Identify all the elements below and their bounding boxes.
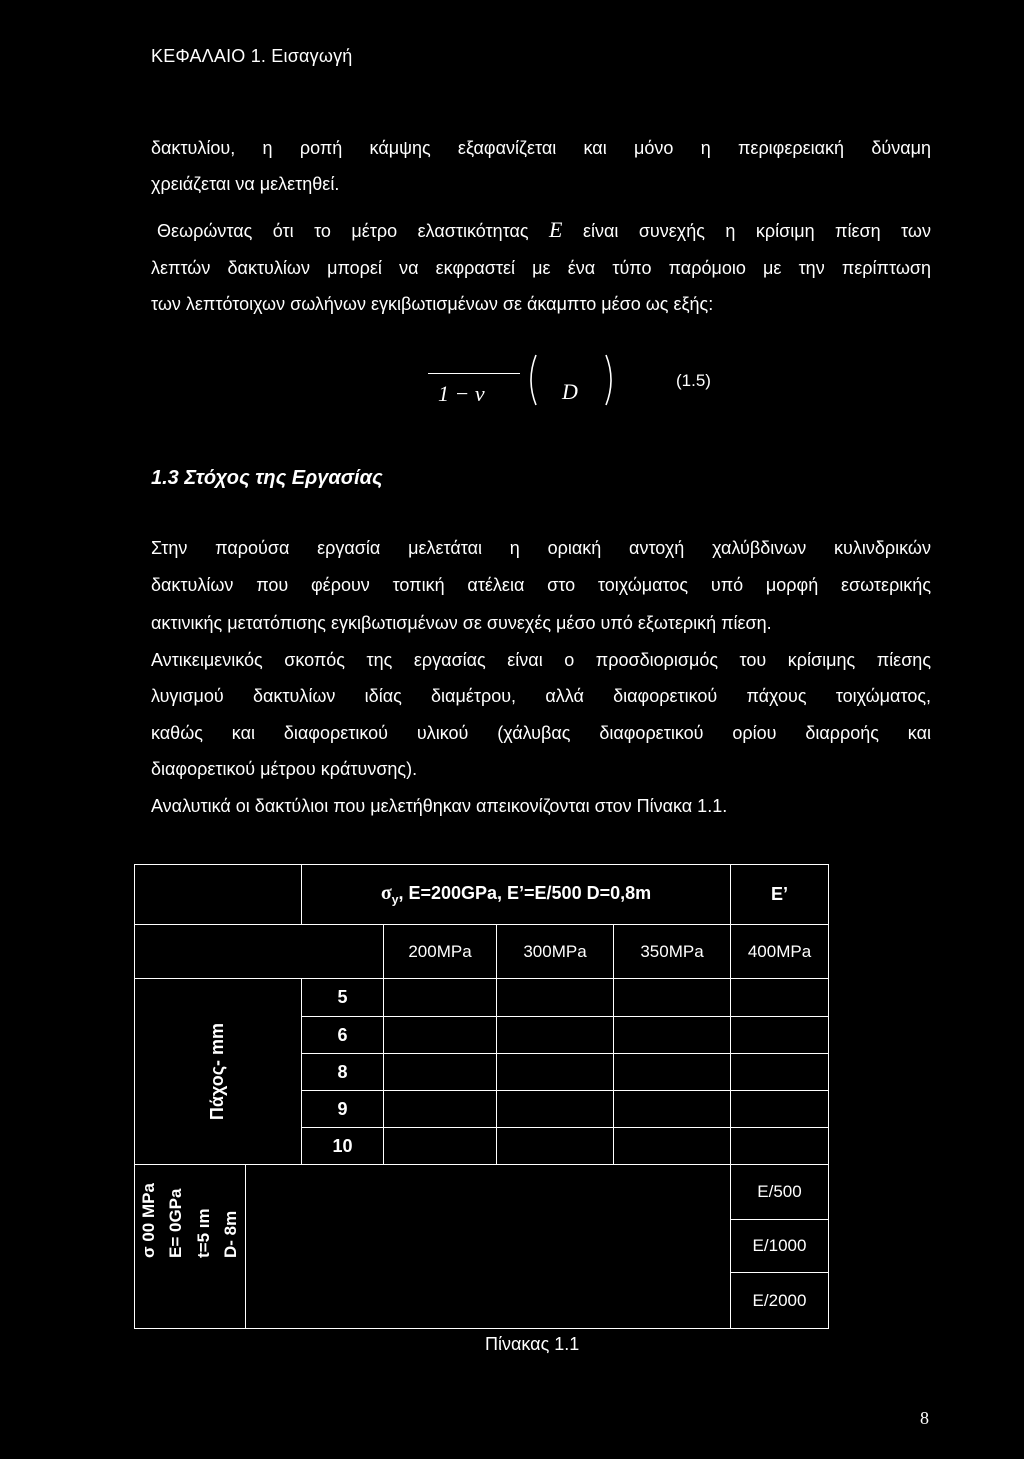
side-label-stack [135, 1182, 245, 1258]
sigma-symbol: σ [380, 882, 392, 905]
table-cell [497, 979, 614, 1017]
text-fragment: είναι συνεχής η κρίσιμη πίεση των [582, 221, 931, 241]
e-value: E/500 [731, 1165, 829, 1220]
thickness-value: 5 [302, 979, 384, 1017]
page-number: 8 [920, 1408, 929, 1428]
thickness-label-cell [135, 979, 302, 1165]
table-cell [135, 865, 302, 925]
table-cell [497, 1091, 614, 1128]
thickness-value: 10 [302, 1128, 384, 1165]
table-1-1 [134, 864, 829, 1329]
thickness-value: 6 [302, 1017, 384, 1054]
equation-denominator: 1 − ν [438, 381, 485, 406]
equation-number: (1.5) [676, 371, 711, 390]
paragraph-line: των λεπτότοιχων σωλήνων εγκιβωτισμένων σε άκαμπτο μέσο ως εξής: [151, 294, 714, 314]
sigma-subscript: y [391, 892, 399, 907]
equation-variable: D [562, 379, 578, 404]
table-row [135, 925, 829, 979]
table-cell [614, 1054, 731, 1091]
paragraph-line: δακτυλίων που φέρουν τοπική ατέλεια στο τοιχώματος υπό μορφή εσωτερικής [151, 575, 931, 595]
fraction-bar [428, 373, 520, 374]
e-prime-header: E’ [731, 865, 829, 925]
thickness-value: 9 [302, 1091, 384, 1128]
table-row [135, 979, 829, 1017]
table-row [135, 865, 829, 925]
table-cell [614, 1017, 731, 1054]
paragraph-line: διαφορετικού μέτρου κράτυνσης). [151, 759, 418, 779]
table-cell [614, 979, 731, 1017]
table-cell [384, 979, 497, 1017]
pressure-header: 350MPa [614, 925, 731, 979]
e-value: E/2000 [731, 1273, 829, 1329]
side-label-cell [135, 1165, 246, 1329]
paragraph-line: Στην παρούσα εργασία μελετάται η οριακή αντοχή χαλύβδινων κυλινδρικών [151, 538, 931, 558]
modulus-symbol: E [549, 217, 563, 242]
table-row [135, 1165, 829, 1220]
paragraph-line: λεπτών δακτυλίων μπορεί να εκφραστεί με ένα τύπο παρόμοιο με την περίπτωση [151, 258, 931, 278]
pressure-header: 400MPa [731, 925, 829, 979]
side-label: σ 00 MPa [138, 1182, 158, 1258]
pressure-header: 200MPa [384, 925, 497, 979]
section-heading: 1.3 Στόχος της Εργασίας [151, 467, 383, 489]
table-cell [384, 1017, 497, 1054]
table-cell [384, 1128, 497, 1165]
table-cell [135, 925, 384, 979]
paragraph-line: δακτυλίου, η ροπή κάμψης εξαφανίζεται και μόνο η περιφερειακή δύναμη [151, 138, 931, 158]
chapter-header: ΚΕΦΑΛΑΙΟ 1. Εισαγωγή [151, 46, 353, 66]
table-caption: Πίνακας 1.1 [485, 1334, 580, 1354]
table-cell [384, 1054, 497, 1091]
table-cell [384, 1091, 497, 1128]
table-cell [497, 1128, 614, 1165]
pressure-header: 300MPa [497, 925, 614, 979]
header-text: , E=200GPa, E’=E/500 D=0,8m [398, 883, 652, 904]
table-header-cell [302, 865, 731, 925]
paragraph-line: λυγισμού δακτυλίων ιδίας διαμέτρου, αλλά διαφορετικού πάχους τοιχώματος, [151, 686, 931, 706]
thickness-value: 8 [302, 1054, 384, 1091]
paragraph-line: Αναλυτικά οι δακτύλιοι που μελετήθηκαν απεικονίζονται στον Πίνακα 1.1. [151, 796, 728, 816]
table-cell [731, 1091, 829, 1128]
table-cell [497, 1017, 614, 1054]
thickness-label: Πάχος- mm [207, 1022, 228, 1121]
parenthesis-group [528, 353, 614, 407]
side-label: D- 8m [221, 1210, 241, 1258]
side-label: E= 0GPa [166, 1188, 186, 1258]
paragraph-line: ακτινικής μετατόπισης εγκιβωτισμένων σε συνεχές μέσο υπό εξωτερική πίεση. [151, 613, 772, 633]
paragraph-line: καθώς και διαφορετικού υλικού (χάλυβας διαφορετικού ορίου διαρροής και [151, 723, 931, 743]
table-cell [246, 1165, 731, 1329]
table-cell [497, 1054, 614, 1091]
table-cell [614, 1128, 731, 1165]
equation [420, 345, 740, 415]
paragraph-line [157, 212, 931, 249]
paragraph-line: χρειάζεται να μελετηθεί. [151, 174, 340, 194]
table-cell [731, 1054, 829, 1091]
table-cell [731, 1017, 829, 1054]
paragraph-line: Αντικειμενικός σκοπός της εργασίας είναι ο προσδιορισμός του κρίσιμης πίεσης [151, 650, 931, 670]
table-cell [731, 1128, 829, 1165]
side-label: t=5 ım [193, 1207, 213, 1258]
e-value: E/1000 [731, 1220, 829, 1273]
text-fragment: Θεωρώντας ότι το μέτρο ελαστικότητας [157, 221, 529, 241]
table-cell [731, 979, 829, 1017]
table-cell [614, 1091, 731, 1128]
